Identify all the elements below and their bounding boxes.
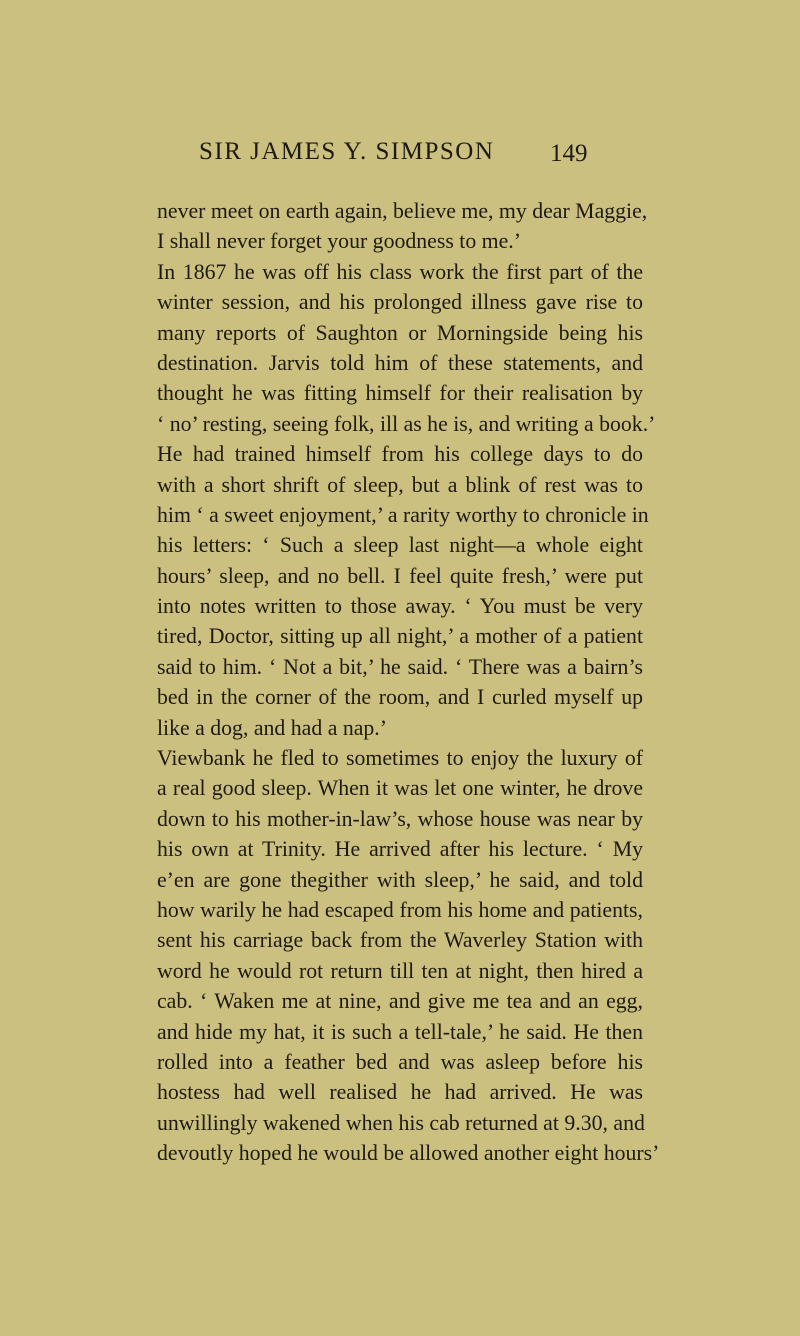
text-line: hours’ sleep, and no bell. I feel quite fresh,’ were put bbox=[157, 563, 643, 588]
text-line: cab. ‘ Waken me at nine, and give me tea and an egg, bbox=[157, 989, 643, 1014]
running-title: SIR JAMES Y. SIMPSON bbox=[199, 138, 495, 165]
text-line: him ‘ a sweet enjoyment,’ a rarity worthy to chronicle in bbox=[157, 502, 649, 527]
text-line: devoutly hoped he would be allowed another eight hours’ bbox=[157, 1141, 660, 1166]
text-line: down to his mother-in-law’s, whose house was near by bbox=[157, 806, 643, 831]
text-line: In 1867 he was off his class work the first part of the bbox=[157, 259, 643, 284]
text-line: said to him. ‘ Not a bit,’ he said. ‘ There was a bairn’s bbox=[157, 654, 643, 679]
text-line: his letters: ‘ Such a sleep last night—a whole eight bbox=[157, 533, 643, 558]
text-line: tired, Doctor, sitting up all night,’ a mother of a patient bbox=[157, 624, 643, 649]
page-number: 149 bbox=[550, 140, 588, 167]
text-line: Viewbank he fled to sometimes to enjoy the luxury of bbox=[157, 746, 643, 771]
text-line: bed in the corner of the room, and I curled myself up bbox=[157, 685, 643, 710]
body-text bbox=[157, 196, 660, 1169]
text-line: his own at Trinity. He arrived after his lecture. ‘ My bbox=[157, 837, 643, 862]
text-line: rolled into a feather bed and was asleep before his bbox=[157, 1049, 643, 1074]
text-line: e’en are gone thegither with sleep,’ he said, and told bbox=[157, 867, 643, 892]
text-line: sent his carriage back from the Waverley Station with bbox=[157, 928, 643, 953]
text-line: word he would rot return till ten at night, then hired a bbox=[157, 958, 643, 983]
text-line: into notes written to those away. ‘ You must be very bbox=[157, 594, 643, 619]
text-line: He had trained himself from his college days to do bbox=[157, 442, 643, 467]
text-line: thought he was fitting himself for their realisation by bbox=[157, 381, 643, 406]
text-line: ‘ no’ resting, seeing folk, ill as he is, and writing a book.’ bbox=[157, 411, 656, 436]
text-line: winter session, and his prolonged illness gave rise to bbox=[157, 290, 643, 315]
running-header bbox=[0, 138, 800, 178]
text-line: I shall never forget your goodness to me.’ bbox=[157, 229, 522, 254]
text-line: with a short shrift of sleep, but a blink of rest was to bbox=[157, 472, 643, 497]
text-line: hostess had well realised he had arrived. He was bbox=[157, 1080, 643, 1105]
text-line: how warily he had escaped from his home and patients, bbox=[157, 897, 643, 922]
text-line: many reports of Saughton or Morningside being his bbox=[157, 320, 643, 345]
text-line: destination. Jarvis told him of these statements, and bbox=[157, 350, 643, 375]
text-line: never meet on earth again, believe me, my dear Maggie, bbox=[157, 199, 648, 223]
text-line: and hide my hat, it is such a tell-tale,’ he said. He then bbox=[157, 1019, 643, 1044]
text-line: like a dog, and had a nap.’ bbox=[157, 715, 387, 740]
text-line: a real good sleep. When it was let one winter, he drove bbox=[157, 776, 643, 801]
text-line: unwillingly wakened when his cab returned at 9.30, and bbox=[157, 1110, 645, 1135]
